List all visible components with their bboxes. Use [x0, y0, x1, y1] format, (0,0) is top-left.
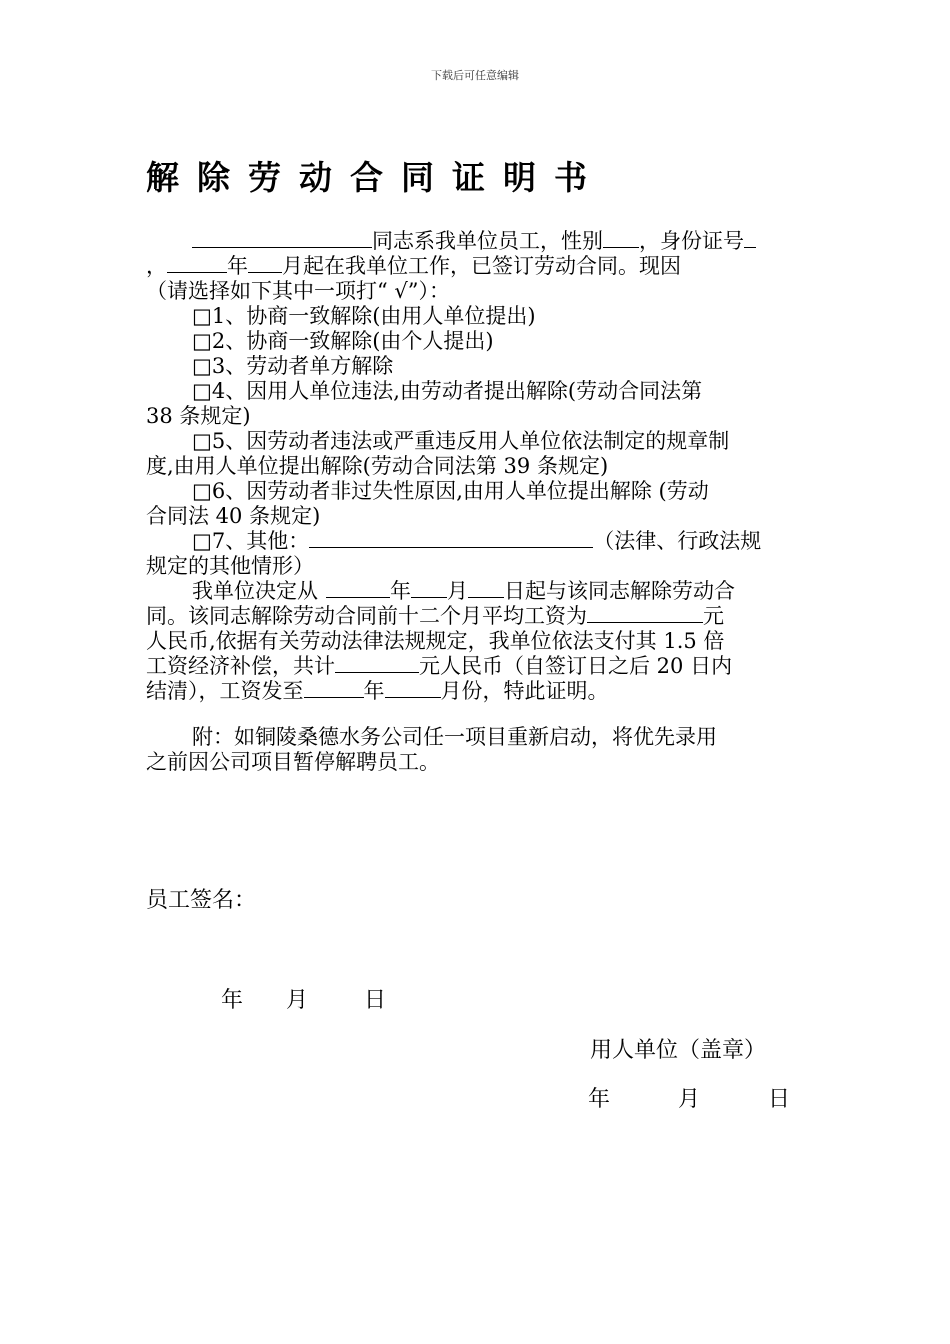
option-3[interactable]: □3、劳动者单方解除	[192, 354, 394, 378]
start-year-blank[interactable]	[167, 254, 227, 273]
paragraph-line: ， 年 月起在我单位工作，已签订劳动合同。现因	[146, 254, 681, 278]
compensation-amount-blank[interactable]	[335, 654, 419, 673]
option-4[interactable]: □4、因用人单位违法,由劳动者提出解除(劳动合同法第	[192, 379, 703, 403]
attachment-note: 附：如铜陵桑德水务公司任一项目重新启动，将优先录用	[192, 725, 717, 749]
decision-line: 同。该同志解除劳动合同前十二个月平均工资为 元	[146, 604, 724, 628]
option-5-cont: 度,由用人单位提出解除(劳动合同法第 39 条规定)	[146, 454, 609, 478]
average-wage-blank[interactable]	[587, 604, 703, 623]
paragraph-line: 同志系我单位员工，性别 ，身份证号	[146, 225, 756, 255]
decision-line: 结清），工资发至 年 月份，特此证明。	[146, 679, 609, 703]
employer-date-month: 月	[678, 1087, 701, 1112]
employer-stamp-label: 用人单位（盖章）	[590, 1038, 767, 1063]
option-7-cont: 规定的其他情形）	[146, 554, 314, 578]
end-year-blank[interactable]	[326, 579, 390, 598]
option-6[interactable]: □6、因劳动者非过失性原因,由用人单位提出解除 (劳动	[192, 479, 709, 503]
start-month-blank[interactable]	[248, 254, 282, 273]
option-7[interactable]: □7、其他： （法律、行政法规	[192, 529, 762, 553]
option-5[interactable]: □5、因劳动者违法或严重违反用人单位依法制定的规章制	[192, 429, 730, 453]
option-6-cont: 合同法 40 条规定)	[146, 504, 321, 528]
employer-date-year: 年	[588, 1087, 611, 1112]
decision-line: 人民币,依据有关劳动法律法规规定，我单位依法支付其 1.5 倍	[146, 629, 725, 653]
header-note: 下载后可任意编辑	[431, 69, 519, 82]
wage-year-blank[interactable]	[304, 679, 364, 698]
wage-month-blank[interactable]	[385, 679, 441, 698]
employee-date-month: 月	[286, 988, 309, 1013]
decision-line: 工资经济补偿，共计 元人民币（自签订日之后 20 日内	[146, 654, 733, 678]
end-month-blank[interactable]	[411, 579, 447, 598]
end-day-blank[interactable]	[468, 579, 504, 598]
employee-date-day: 日	[364, 988, 387, 1013]
employee-date-year: 年	[221, 988, 244, 1013]
other-reason-blank[interactable]	[309, 529, 593, 548]
instruction-line: （请选择如下其中一项打“ √”）：	[146, 279, 451, 303]
id-number-blank[interactable]	[744, 229, 756, 248]
option-4-cont: 38 条规定)	[146, 404, 251, 428]
document-title: 解除劳动合同证明书	[146, 158, 605, 197]
employer-date-day: 日	[768, 1087, 791, 1112]
employee-signature-label: 员工签名：	[146, 888, 257, 913]
attachment-note-cont: 之前因公司项目暂停解聘员工。	[146, 750, 440, 774]
name-blank[interactable]	[192, 229, 372, 248]
option-1[interactable]: □1、协商一致解除(由用人单位提出)	[192, 304, 536, 328]
decision-line: 我单位决定从 年 月 日起与该同志解除劳动合	[192, 579, 735, 603]
gender-blank[interactable]	[603, 229, 639, 248]
option-2[interactable]: □2、协商一致解除(由个人提出)	[192, 329, 494, 353]
